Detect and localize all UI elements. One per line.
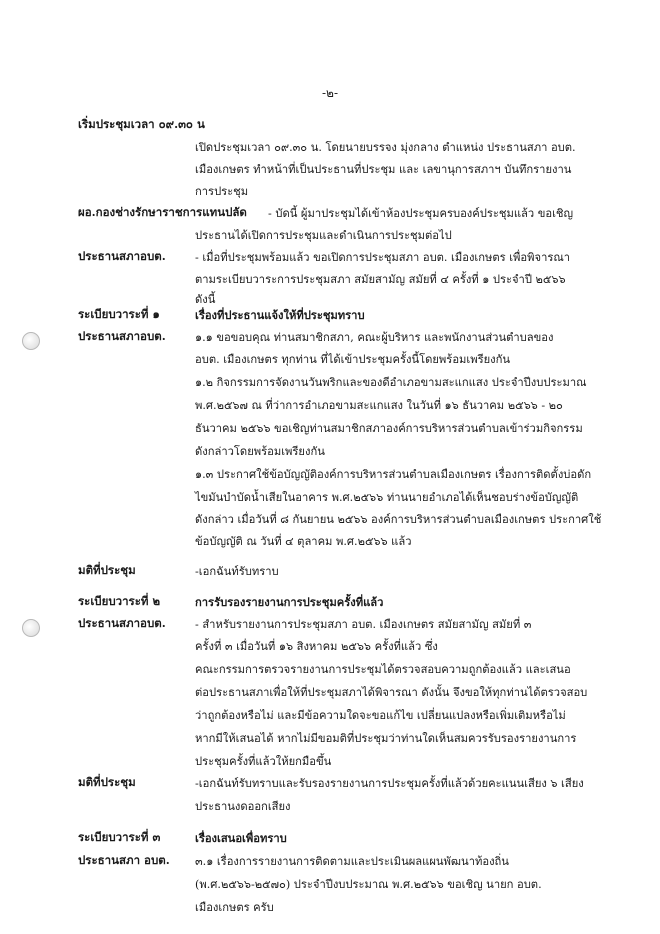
chair-line: - เมื่อที่ประชุมพร้อมแล้ว ขอเปิดการประชุมสภา อบต. เมืองเกษตร เพื่อพิจารณา (195, 251, 571, 264)
agenda2-speaker: ประธานสภาอบต. (78, 616, 166, 630)
agenda1-line: ๑.๑ ขอขอบคุณ ท่านสมาชิกสภา, คณะผู้บริหาร และพนักงานส่วนตำบลของ (195, 331, 554, 344)
agenda1-line: ข้อบัญญัติ ณ วันที่ ๔ ตุลาคม พ.ศ.๒๕๖๖ แล้ว (195, 535, 412, 548)
agenda1-label: ระเบียบวาระที่ ๑ (78, 307, 160, 321)
agenda3-line: ๓.๑ เรื่องการรายงานการติดตามและประเมินผลแผนพัฒนาท้องถิ่น (195, 855, 509, 868)
agenda2-resolution-line: -เอกฉันท์รับทราบและรับรองรายงานการประชุมครั้งที่แล้วด้วยคะแนนเสียง ๖ เสียง (195, 777, 584, 790)
agenda2-line: หากมีให้เสนอได้ หากไม่มีขอมติที่ประชุมว่าท่านใดเห็นสมควรรับรองรายงานการ (195, 732, 577, 745)
agenda2-line: ประชุมครั้งที่แล้วให้ยกมือขึ้น (195, 755, 332, 768)
agenda3-line: (พ.ศ.๒๕๖๖-๒๕๗๐) ประจำปีงบประมาณ พ.ศ.๒๕๖๖ ขอเชิญ นายก อบต. (195, 878, 542, 891)
opening-line: เปิดประชุมเวลา ๐๙.๓๐ น. โดยนายบรรจง มุ่งกลาง ตำแหน่ง ประธานสภา อบต. (195, 141, 576, 154)
agenda1-line: ไขมันบำบัดน้ำเสียในอาคาร พ.ศ.๒๕๖๖ ท่านนายอำเภอได้เห็นชอบร่างข้อบัญญัติ (195, 491, 579, 504)
agenda1-title: เรื่องที่ประธานแจ้งให้ที่ประชุมทราบ (195, 308, 365, 322)
agenda3-line: เมืองเกษตร ครับ (195, 901, 274, 914)
agenda1-line: ๑.๒ กิจกรรมการจัดงานวันพริกและของดีอำเภอขามสะแกแสง ประจำปีงบประมาณ (195, 376, 587, 389)
agenda3-title: เรื่องเสนอเพื่อทราบ (195, 831, 287, 845)
agenda1-line: ดังกล่าว เมื่อวันที่ ๘ กันยายน ๒๕๖๖ องค์การบริหารส่วนตำบลเมืองเกษตร ประกาศใช้ (195, 513, 602, 526)
opening-line: เมืองเกษตร ทำหน้าที่เป็นประธานที่ประชุม และ เลขานุการสภาฯ บันทึกรายงาน (195, 163, 572, 176)
agenda3-label: ระเบียบวาระที่ ๓ (78, 830, 161, 844)
agenda1-line: ธันวาคม ๒๕๖๖ ขอเชิญท่านสมาชิกสภาองค์การบริหารส่วนตำบลเข้าร่วมกิจกรรม (195, 422, 583, 435)
agenda1-line: พ.ศ.๒๕๖๗ ณ ที่ว่าการอำเภอขามสะแกแสง ในวันที่ ๑๖ ธันวาคม ๒๕๖๖ - ๒๐ (195, 399, 563, 412)
agenda2-resolution-label: มติที่ประชุม (78, 775, 136, 789)
acting-director-line: - บัดนี้ ผู้มาประชุมได้เข้าห้องประชุมครบองค์ประชุมแล้ว ขอเชิญ (268, 207, 574, 220)
agenda2-line: ว่าถูกต้องหรือไม่ และมีข้อความใดจะขอแก้ไข เปลี่ยนแปลงหรือเพิ่มเติมหรือไม่ (195, 709, 566, 722)
page-number: -๒- (321, 86, 339, 100)
acting-director-line: ประธานได้เปิดการประชุมและดำเนินการประชุมต่อไป (195, 229, 452, 242)
meeting-start-label: เริ่มประชุมเวลา ๐๙.๓๐ น (78, 117, 205, 131)
agenda2-line: - สำหรับรายงานการประชุมสภา อบต. เมืองเกษตร สมัยสามัญ สมัยที่ ๓ (195, 618, 532, 631)
opening-line: การประชุม (195, 185, 249, 198)
punch-hole-bottom (22, 619, 40, 637)
chair-line: ดังนี้ (195, 293, 216, 306)
agenda2-label: ระเบียบวาระที่ ๒ (78, 594, 161, 608)
agenda3-speaker: ประธานสภา อบต. (78, 853, 170, 867)
agenda1-resolution: -เอกฉันท์รับทราบ (195, 565, 279, 578)
agenda1-line: ดังกล่าวโดยพร้อมเพรียงกัน (195, 445, 325, 458)
agenda1-speaker: ประธานสภาอบต. (78, 329, 166, 343)
agenda2-resolution-line: ประธานงดออกเสียง (195, 800, 291, 813)
chair-label: ประธานสภาอบต. (78, 249, 166, 263)
agenda2-line: คณะกรรมการตรวจรายงานการประชุมได้ตรวจสอบความถูกต้องแล้ว และเสนอ (195, 663, 571, 676)
agenda2-line: ต่อประธานสภาเพื่อให้ที่ประชุมสภาได้พิจารณา ดังนั้น จึงขอให้ทุกท่านได้ตรวจสอบ (195, 686, 588, 699)
agenda2-title: การรับรองรายงานการประชุมครั้งที่แล้ว (195, 595, 384, 609)
agenda1-line: อบต. เมืองเกษตร ทุกท่าน ที่ได้เข้าประชุมครั้งนี้โดยพร้อมเพรียงกัน (195, 353, 511, 366)
agenda2-line: ครั้งที่ ๓ เมื่อวันที่ ๑๖ สิงหาคม ๒๕๖๖ ครั้งที่แล้ว ซึ่ง (195, 640, 438, 653)
acting-director-label: ผอ.กองช่างรักษาราชการแทนปลัด (78, 205, 247, 219)
agenda1-line: ๑.๓ ประกาศใช้ข้อบัญญัติองค์การบริหารส่วนตำบลเมืองเกษตร เรื่องการติดตั้งบ่อดัก (195, 468, 592, 481)
punch-hole-top (22, 332, 40, 350)
agenda1-resolution-label: มติที่ประชุม (78, 563, 136, 577)
chair-line: ตามระเบียบวาระการประชุมสภา สมัยสามัญ สมัยที่ ๔ ครั้งที่ ๑ ประจำปี ๒๕๖๖ (195, 273, 566, 286)
